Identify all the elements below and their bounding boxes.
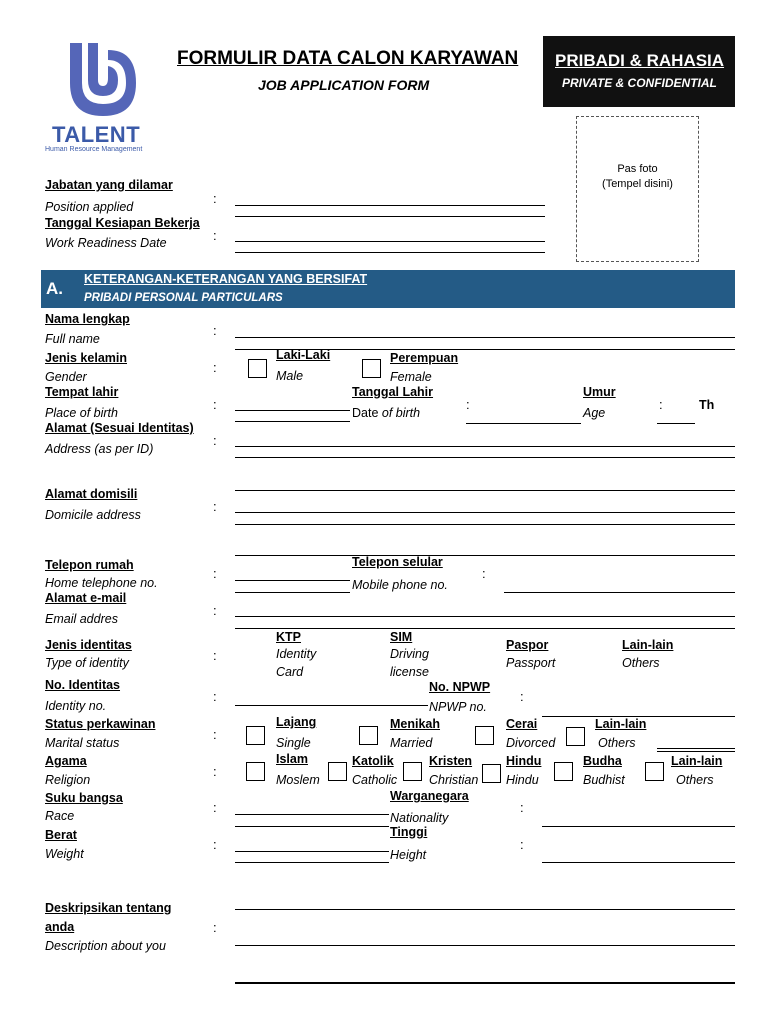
id-sim-en2: license: [390, 665, 429, 679]
race-line[interactable]: [235, 826, 389, 827]
colon: :: [213, 920, 217, 935]
home-phone-line[interactable]: [235, 555, 735, 556]
colon: :: [520, 689, 524, 704]
position-line[interactable]: [235, 216, 545, 217]
marital-other-line[interactable]: [657, 748, 735, 749]
nationality-sublabel: Nationality: [390, 811, 449, 825]
section-letter: A.: [46, 279, 63, 298]
gender-female-label: Perempuan: [390, 351, 459, 365]
religion-hindu-en: Hindu: [506, 773, 539, 787]
id-sim-en1: Driving: [390, 647, 429, 661]
marital-other-checkbox[interactable]: [566, 727, 585, 746]
address-sublabel: Address (as per ID): [45, 442, 154, 456]
id-passport-label[interactable]: Paspor: [506, 638, 549, 652]
religion-hindu-checkbox[interactable]: [482, 764, 501, 783]
birth-place-label: Tempat lahir: [45, 385, 119, 399]
nationality-label: Warganegara: [390, 789, 469, 803]
readiness-line[interactable]: [235, 252, 545, 253]
description-line[interactable]: [235, 945, 735, 946]
religion-other-en: Others: [676, 773, 714, 787]
marital-sublabel: Marital status: [45, 736, 120, 750]
weight-label: Berat: [45, 828, 77, 842]
id-other-label[interactable]: Lain-lain: [622, 638, 674, 652]
description-sublabel: Description about you: [45, 939, 166, 953]
colon: :: [213, 191, 217, 206]
gender-female-checkbox[interactable]: [362, 359, 381, 378]
colon: :: [213, 360, 217, 375]
npwp-sublabel: NPWP no.: [429, 700, 487, 714]
colon: :: [213, 433, 217, 448]
marital-married-en: Married: [390, 736, 433, 750]
colon: :: [213, 397, 217, 412]
marital-married-label: Menikah: [390, 717, 441, 731]
id-passport-en: Passport: [506, 656, 556, 670]
colon: :: [213, 603, 217, 618]
religion-catholic-en: Catholic: [352, 773, 398, 787]
race-sublabel: Race: [45, 809, 75, 823]
domicile-sublabel: Domicile address: [45, 508, 141, 522]
religion-budha-label: Budha: [583, 754, 622, 768]
height-line[interactable]: [542, 862, 735, 863]
id-ktp-label[interactable]: KTP: [276, 630, 301, 644]
religion-islam-checkbox[interactable]: [246, 762, 265, 781]
gender-sublabel: Gender: [45, 370, 87, 384]
id-no-label: No. Identitas: [45, 678, 121, 692]
full-name-label: Nama lengkap: [45, 312, 130, 326]
weight-sublabel: Weight: [45, 847, 84, 861]
gender-label: Jenis kelamin: [45, 351, 127, 365]
logo-tagline: Human Resource Management: [45, 146, 143, 153]
position-label: Jabatan yang dilamar: [45, 178, 173, 192]
weight-line[interactable]: [235, 851, 389, 852]
company-logo: [58, 38, 148, 128]
address-line[interactable]: [235, 446, 735, 447]
full-name-line[interactable]: [235, 337, 735, 338]
gender-female-en: Female: [390, 370, 432, 384]
id-other-en: Others: [622, 656, 660, 670]
talent-logo-icon: [58, 38, 148, 128]
marital-divorced-label: Cerai: [506, 717, 538, 731]
full-name-sublabel: Full name: [45, 332, 100, 346]
address-line[interactable]: [235, 457, 735, 458]
description-line[interactable]: [235, 909, 735, 910]
religion-label: Agama: [45, 754, 87, 768]
form-title: FORMULIR DATA CALON KARYAWAN: [177, 48, 519, 69]
section-a-header: [41, 270, 735, 308]
id-type-sublabel: Type of identity: [45, 656, 129, 670]
readiness-line[interactable]: [235, 241, 545, 242]
photo-instruction: (Tempel disini): [602, 178, 673, 190]
religion-budha-checkbox[interactable]: [554, 762, 573, 781]
birth-date-sublabel: [352, 406, 420, 420]
marital-married-checkbox[interactable]: [359, 726, 378, 745]
marital-other-label: Lain-lain: [595, 717, 647, 731]
domicile-label: Alamat domisili: [45, 487, 138, 501]
colon: :: [213, 837, 217, 852]
description-label: Deskripsikan tentang: [45, 901, 172, 915]
race-line[interactable]: [235, 814, 389, 815]
religion-christian-en: Christian: [429, 773, 479, 787]
religion-islam-en: Moslem: [276, 773, 320, 787]
domicile-line[interactable]: [235, 512, 735, 513]
weight-line[interactable]: [235, 862, 389, 863]
gender-male-checkbox[interactable]: [248, 359, 267, 378]
email-line[interactable]: [235, 616, 735, 617]
home-phone-line[interactable]: [235, 580, 350, 581]
colon: :: [482, 566, 486, 581]
marital-label: Status perkawinan: [45, 717, 156, 731]
age-label: Umur: [583, 385, 616, 399]
religion-catholic-label: Katolik: [352, 754, 394, 768]
marital-divorced-checkbox[interactable]: [475, 726, 494, 745]
race-label: Suku bangsa: [45, 791, 123, 805]
section-title: KETERANGAN-KETERANGAN YANG BERSIFAT: [84, 272, 368, 286]
colon: :: [213, 323, 217, 338]
age-line[interactable]: [657, 423, 695, 424]
gender-male-label: Laki-Laki: [276, 348, 331, 362]
birth-place-sublabel: Place of birth: [45, 406, 118, 420]
religion-hindu-label: Hindu: [506, 754, 542, 768]
colon: :: [213, 566, 217, 581]
confidential-subtitle: PRIVATE & CONFIDENTIAL: [562, 76, 717, 90]
colon: :: [466, 397, 470, 412]
birth-date-label: Tanggal Lahir: [352, 385, 434, 399]
description-line[interactable]: [235, 982, 735, 984]
colon: :: [213, 800, 217, 815]
position-sublabel: Position applied: [45, 200, 134, 214]
colon: :: [520, 800, 524, 815]
religion-budha-en: Budhist: [583, 773, 625, 787]
confidential-box: [543, 36, 735, 107]
height-label: Tinggi: [390, 825, 428, 839]
marital-single-checkbox[interactable]: [246, 726, 265, 745]
religion-christian-checkbox[interactable]: [403, 762, 422, 781]
photo-label: Pas foto: [617, 163, 658, 175]
colon: :: [213, 648, 217, 663]
address-label: Alamat (Sesuai Identitas): [45, 421, 194, 435]
colon: :: [213, 228, 217, 243]
marital-divorced-en: Divorced: [506, 736, 556, 750]
id-no-line[interactable]: [235, 705, 428, 706]
id-type-label: Jenis identitas: [45, 638, 132, 652]
domicile-line[interactable]: [235, 524, 735, 525]
religion-sublabel: Religion: [45, 773, 91, 787]
readiness-sublabel: Work Readiness Date: [45, 236, 167, 250]
marital-other-en: Others: [598, 736, 636, 750]
colon: :: [213, 727, 217, 742]
email-label: Alamat e-mail: [45, 591, 127, 605]
colon: :: [659, 397, 663, 412]
religion-other-label: Lain-lain: [671, 754, 723, 768]
id-no-sublabel: Identity no.: [45, 699, 107, 713]
description-label-2: anda: [45, 920, 75, 934]
home-phone-line[interactable]: [235, 592, 350, 593]
email-line[interactable]: [235, 628, 735, 629]
id-ktp-en2: Card: [276, 665, 304, 679]
mobile-phone-sublabel: Mobile phone no.: [352, 578, 448, 592]
gender-male-en: Male: [276, 369, 304, 383]
religion-christian-label: Kristen: [429, 754, 473, 768]
readiness-label: Tanggal Kesiapan Bekerja: [45, 216, 200, 230]
colon: :: [213, 689, 217, 704]
mobile-phone-line[interactable]: [504, 592, 735, 593]
colon: :: [520, 837, 524, 852]
religion-islam-label: Islam: [276, 752, 308, 766]
domicile-line[interactable]: [235, 490, 735, 491]
colon: :: [213, 499, 217, 514]
age-sublabel: Age: [583, 406, 606, 420]
position-line[interactable]: [235, 205, 545, 206]
colon: :: [213, 764, 217, 779]
birth-date-line[interactable]: [466, 423, 581, 424]
photo-box[interactable]: [576, 116, 699, 262]
id-ktp-en1: Identity: [276, 647, 317, 661]
marital-single-label: Lajang: [276, 715, 317, 729]
confidential-title: PRIBADI & RAHASIA: [555, 51, 725, 70]
nationality-line[interactable]: [542, 826, 735, 827]
marital-single-en: Single: [276, 736, 311, 750]
birth-place-line[interactable]: [235, 410, 350, 411]
email-sublabel: Email addres: [45, 612, 118, 626]
religion-other-checkbox[interactable]: [645, 762, 664, 781]
height-sublabel: Height: [390, 848, 427, 862]
home-phone-sublabel: Home telephone no.: [45, 576, 158, 590]
npwp-label: No. NPWP: [429, 680, 491, 694]
birth-date-sublabel-italic: of birth: [378, 406, 421, 420]
form-subtitle: JOB APPLICATION FORM: [258, 77, 430, 93]
birth-place-line[interactable]: [235, 421, 350, 422]
marital-other-line[interactable]: [657, 751, 735, 752]
home-phone-label: Telepon rumah: [45, 558, 134, 572]
age-unit: Th: [699, 398, 715, 412]
mobile-phone-label: Telepon selular: [352, 555, 443, 569]
section-subtitle: PRIBADI PERSONAL PARTICULARS: [84, 292, 283, 304]
birth-date-sublabel-plain: Date: [352, 406, 379, 420]
id-sim-label[interactable]: SIM: [390, 630, 413, 644]
logo-name: TALENT: [52, 122, 141, 147]
religion-catholic-checkbox[interactable]: [328, 762, 347, 781]
